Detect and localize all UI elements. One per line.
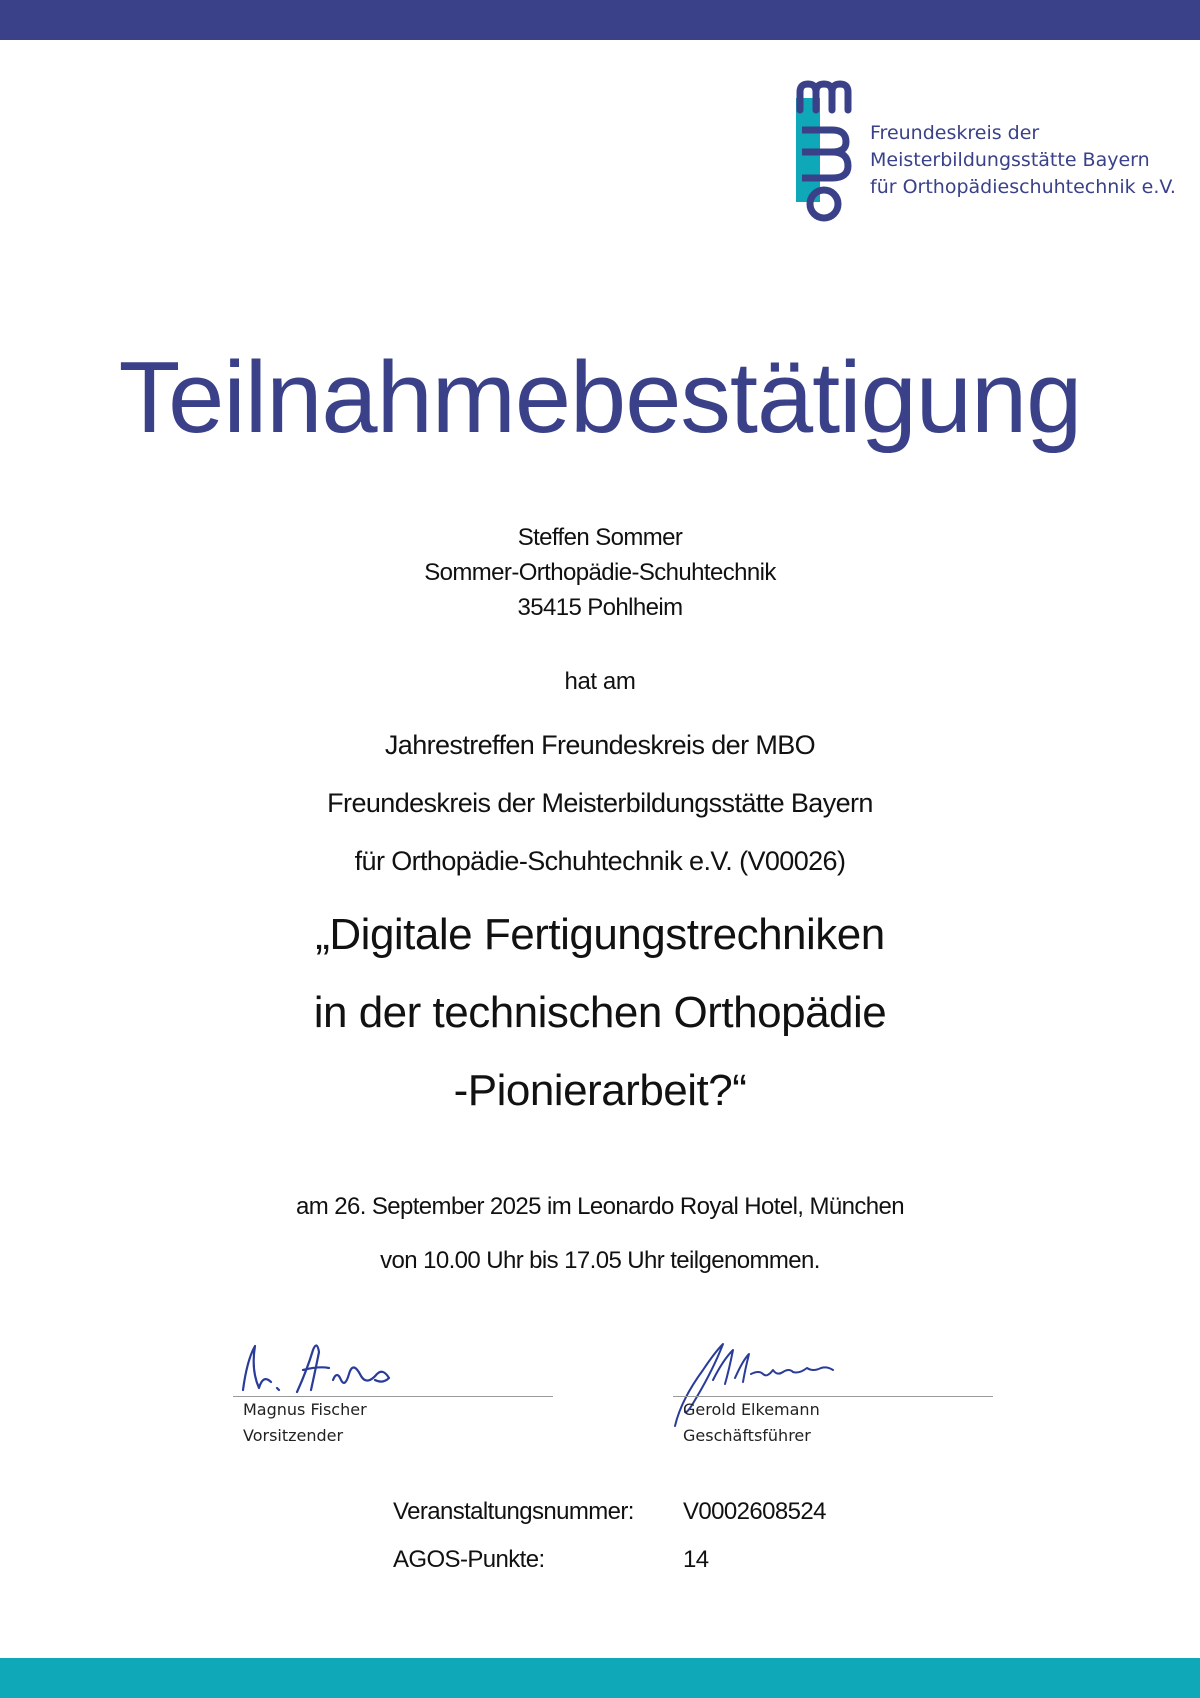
mbo-logo-icon <box>792 80 852 225</box>
topic-line: „Digitale Fertigungstrechniken <box>315 910 885 959</box>
recipient-company: Sommer-Orthopädie-Schuhtechnik <box>424 559 776 586</box>
bottom-color-bar <box>0 1658 1200 1698</box>
date-info-block <box>0 1180 1200 1288</box>
agos-points-label: AGOS-Punkte: <box>393 1546 545 1573</box>
signature-line <box>233 1396 553 1397</box>
top-color-bar <box>0 0 1200 40</box>
intro-text: hat am <box>564 668 636 695</box>
time-line: von 10.00 Uhr bis 17.05 Uhr teilgenommen. <box>380 1247 820 1274</box>
agos-points-value: 14 <box>683 1546 709 1573</box>
signer-role: Vorsitzender <box>243 1426 344 1445</box>
signature-chairman <box>233 1330 553 1460</box>
logo-text-line: für Orthopädieschuhtechnik e.V. <box>870 176 1176 198</box>
topic-line: -Pionierarbeit?“ <box>453 1066 747 1115</box>
recipient-name: Steffen Sommer <box>517 524 683 551</box>
logo-text-line: Freundeskreis der <box>870 122 1040 144</box>
organization-logo <box>792 80 1192 225</box>
agos-points-row <box>393 1536 843 1584</box>
signature-line <box>673 1396 993 1397</box>
event-metadata <box>393 1488 843 1584</box>
event-number-value: V0002608524 <box>683 1498 826 1525</box>
signer-role: Geschäftsführer <box>683 1426 811 1445</box>
recipient-city: 35415 Pohlheim <box>517 594 683 621</box>
event-number-label: Veranstaltungsnummer: <box>393 1498 634 1525</box>
document-title: Teilnahmebestätigung <box>118 342 1082 454</box>
event-line: für Orthopädie-Schuhtechnik e.V. (V00026) <box>354 846 846 876</box>
event-line: Jahrestreffen Freundeskreis der MBO <box>384 730 816 760</box>
signer-name: Magnus Fischer <box>243 1400 367 1419</box>
recipient-block <box>0 520 1200 625</box>
date-line: am 26. September 2025 im Leonardo Royal Hotel, München <box>296 1193 904 1220</box>
topic-line: in der technischen Orthopädie <box>313 988 887 1037</box>
logo-text-line: Meisterbildungsstätte Bayern <box>870 149 1150 171</box>
signer-name: Gerold Elkemann <box>683 1400 820 1419</box>
topic-block <box>0 896 1200 1130</box>
event-block <box>0 716 1200 890</box>
signature-managing-director <box>673 1330 993 1460</box>
logo-text <box>870 120 1176 201</box>
event-number-row <box>393 1488 843 1536</box>
event-line: Freundeskreis der Meisterbildungsstätte Bayern <box>327 788 873 818</box>
handwritten-signature-icon <box>233 1330 433 1410</box>
